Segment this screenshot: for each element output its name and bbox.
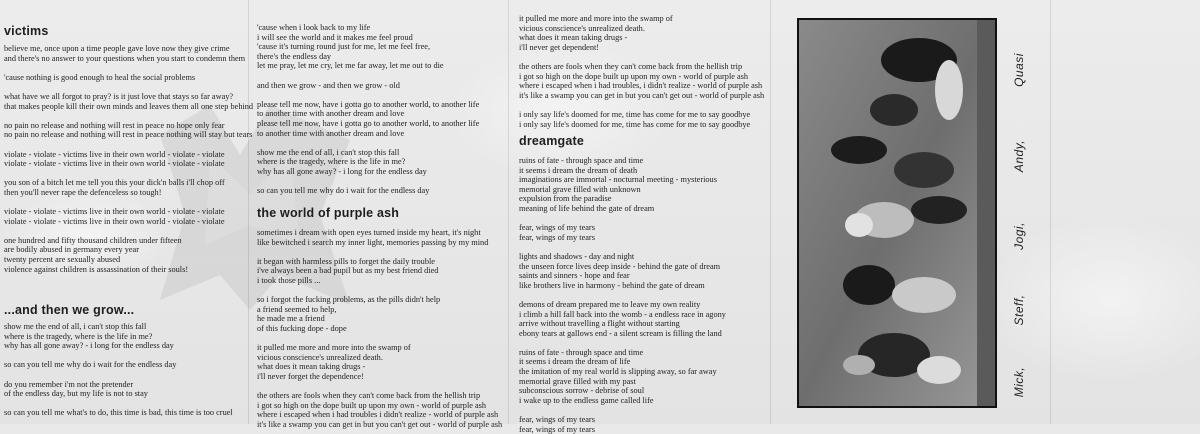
stanza-gap: [519, 214, 726, 224]
stanza-gap: [519, 52, 764, 62]
stanza-gap: [519, 100, 764, 110]
lyric-line: ebony tears at gallows end - a silent scream is filling the land: [519, 328, 722, 338]
stanza-gap: [519, 405, 726, 415]
lyric-line: it seems i dream the dream of life: [519, 357, 631, 367]
lyric-line: so i forgot the fucking problems, as the pills didn't help: [257, 295, 441, 305]
stanza-gap: [519, 338, 726, 348]
lyric-line: where i escaped when i had troubles, i didn't realize - world of purple ash: [519, 81, 763, 91]
victims-title: victims: [4, 24, 49, 38]
purple-continued-lyrics: [519, 14, 764, 129]
lyric-line: you son of a bitch let me tell you this your dick'n balls i'll chop off: [4, 178, 225, 188]
lyric-line: 'cause when i look back to my life: [257, 23, 371, 32]
lyric-line: i took those pills ...: [257, 275, 321, 285]
member-name: Andy,: [1012, 139, 1026, 173]
lyric-line: violate - violate - victims live in their own world - violate - violate: [4, 216, 225, 226]
lyric-line: i will see the world and it makes me feel proud: [257, 32, 413, 42]
lyric-line: i've always been a bad pupil but as my best friend died: [257, 266, 439, 276]
lyric-line: so can you tell me what's to do, this time is bad, this time is too cruel: [4, 408, 233, 418]
lyric-line: like bewitched i search my inner light, memories passing by my mind: [257, 237, 489, 247]
stanza-gap: [4, 370, 233, 380]
lyric-line: vicious conscience's unrealized death.: [519, 23, 645, 33]
lyric-line: please tell me now, have i gotta go to another world, to another life: [257, 99, 480, 109]
lyric-line: twenty percent are sexually abused: [4, 255, 121, 265]
lyric-line: no pain no release and nothing will rest in peace nothing will stay but tears: [4, 130, 253, 140]
dreamgate-lyrics: [519, 156, 726, 434]
lyric-line: the others are fools when they can't come back from the hellish trip: [519, 61, 743, 71]
lyric-line: it seems i dream the dream of death: [519, 165, 638, 175]
lyric-line: violate - violate - victims live in their own world - violate - violate: [4, 149, 225, 159]
stanza-gap: [519, 242, 726, 252]
band-photo: [797, 18, 997, 408]
lyric-line: where is the tragedy, where is the life in me?: [257, 157, 406, 167]
lyric-line: violate - violate - victims live in their own world - violate - violate: [4, 207, 225, 217]
lyric-line: why has all gone away? - i long for the endless day: [257, 166, 427, 176]
andthen-continued-lyrics: [257, 23, 479, 196]
lyric-line: fear, wings of my tears: [519, 223, 595, 233]
band-member-names: [1002, 18, 1036, 408]
lyric-line: sometimes i dream with open eyes turned inside my heart, it's night: [257, 228, 481, 237]
stanza-gap: [4, 82, 253, 92]
panel-victims: [4, 0, 254, 424]
lyric-line: the others are fools when they can't come back from the hellish trip: [257, 391, 481, 401]
band-photo-illustration: [799, 20, 995, 406]
lyric-line: the unseen force lives deep inside - behind the gate of dream: [519, 261, 721, 271]
stanza-gap: [257, 382, 502, 392]
purple-title: the world of purple ash: [257, 206, 400, 220]
member-name: Mick,: [1012, 366, 1026, 398]
panel-purple-dreamgate: [519, 0, 769, 434]
stanza-gap: [4, 226, 253, 236]
lyric-line: it pulled me more and more into the swamp of: [257, 343, 411, 353]
lyric-line: ruins of fate - through space and time: [519, 347, 644, 357]
lyric-line: please tell me now, have i gotta go to another world, to another life: [257, 118, 480, 128]
lyric-line: i'll never forget the dependence!: [257, 371, 364, 381]
lyric-line: subconscious sorrow - debrise of soul: [519, 386, 645, 396]
lyric-line: violate - violate - victims live in their own world - violate - violate: [4, 159, 225, 169]
stanza-gap: [4, 169, 253, 179]
dreamgate-title: dreamgate: [519, 134, 585, 148]
fold-line: [770, 0, 771, 424]
lyric-line: i got so high on the dope built up upon my own - world of purple ash: [257, 400, 487, 410]
lyric-line: vicious conscience's unrealized death.: [257, 352, 383, 362]
lyric-line: it's like a swamp you can get in but you can't get out - world of purple ash: [519, 90, 765, 100]
stanza-gap: [257, 286, 502, 296]
lyric-line: show me the end of all, i can't stop this fall: [4, 322, 147, 331]
victims-lyrics: [4, 44, 253, 274]
lyric-line: what does it mean taking drugs -: [257, 362, 366, 372]
lyric-line: fear, wings of my tears: [519, 415, 595, 425]
andthen-lyrics: [4, 322, 233, 418]
stanza-gap: [4, 351, 233, 361]
lyric-line: and there's no answer to your questions when you start to condemn them: [4, 53, 246, 63]
purple-lyrics: [257, 228, 502, 429]
lyric-line: let me pray, let me cry, let me far away, let me out to die: [257, 61, 444, 71]
stanza-gap: [257, 247, 502, 257]
lyric-line: that makes people kill their own minds and leaves them all one step behind: [4, 101, 254, 111]
lyric-line: 'cause nothing is good enough to heal the social problems: [4, 72, 196, 82]
fold-line: [508, 0, 509, 424]
lyric-line: i only say life's doomed for me, time has come for me to say goodbye: [519, 109, 751, 119]
lyric-line: expulsion from the paradise: [519, 194, 612, 204]
lyric-line: meaning of life behind the gate of dream: [519, 203, 655, 213]
lyric-line: what have we all forgot to pray? is it just love that stays so far away?: [4, 91, 234, 101]
lyric-line: demons of dream prepared me to leave my own reality: [519, 299, 701, 309]
lyric-line: memorial grave filled with unknown: [519, 184, 641, 194]
lyric-line: one hundred and fifty thousand children under fifteen: [4, 235, 182, 245]
lyric-line: i only say life's doomed for me, time has come for me to say goodbye: [519, 119, 751, 129]
lyric-line: it pulled me more and more into the swamp of: [519, 14, 673, 23]
stanza-gap: [4, 111, 253, 121]
stanza-gap: [257, 90, 479, 100]
lyric-line: 'cause it's turning round just for me, let me feel free,: [257, 42, 431, 52]
member-name: Quasi: [1012, 53, 1026, 87]
lyric-line: no pain no release and nothing will rest in peace no hope only fear: [4, 120, 225, 130]
stanza-gap: [519, 290, 726, 300]
member-name: Jogi,: [1012, 222, 1026, 250]
lyric-line: imaginations are immortal - nocturnal meeting - mysterious: [519, 175, 717, 185]
lyric-line: to another time with another dream and love: [257, 128, 405, 138]
lyric-line: where is the tragedy, where is the life in me?: [4, 331, 153, 341]
lyric-line: and then we grow - and then we grow - old: [257, 80, 400, 90]
lyric-line: there's the endless day: [257, 51, 332, 61]
lyric-line: why has all gone away? - i long for the endless day: [4, 341, 174, 351]
andthen-title: ...and then we grow...: [4, 303, 135, 317]
lyric-line: believe me, once upon a time people gave love now they give crime: [4, 44, 230, 53]
lyric-line: i climb a hill fall back into the womb - a endless race in agony: [519, 309, 726, 319]
lyric-line: he made me a friend: [257, 314, 325, 324]
lyric-line: to another time with another dream and love: [257, 109, 405, 119]
lyric-line: show me the end of all, i can't stop this fall: [257, 147, 400, 157]
member-name: Steff,: [1012, 294, 1026, 326]
lyric-line: fear, wings of my tears: [519, 232, 595, 242]
stanza-gap: [257, 334, 502, 344]
lyric-line: lights and shadows - day and night: [519, 251, 635, 261]
lyric-line: where i escaped when i had troubles i didn't realize - world of purple ash: [257, 410, 499, 420]
lyric-line: ruins of fate - through space and time: [519, 156, 644, 165]
lyric-line: i got so high on the dope built up upon my own - world of purple ash: [519, 71, 749, 81]
panel-andthen-purple: [257, 0, 507, 429]
lyric-line: of this fucking dope - dope: [257, 323, 347, 333]
lyric-line: arrive without travelling a flight without starting: [519, 319, 680, 329]
stanza-gap: [257, 71, 479, 81]
lyric-line: so can you tell me why do i wait for the endless day: [257, 186, 430, 196]
lyric-line: so can you tell me why do i wait for the endless day: [4, 360, 177, 370]
lyric-line: it began with harmless pills to forget the daily trouble: [257, 256, 435, 266]
stanza-gap: [4, 140, 253, 150]
lyric-line: saints and sinners - hope and fear: [519, 271, 630, 281]
lyric-line: a friend seemed to help,: [257, 304, 337, 314]
lyric-line: violence against children is assassination of their souls!: [4, 264, 189, 274]
lyric-line: do you remember i'm not the pretender: [4, 379, 134, 389]
lyric-line: are bodily abused in germany every year: [4, 245, 139, 255]
lyric-line: fear, wings of my tears: [519, 424, 595, 434]
lyric-line: like brothers live in harmony - behind the gate of dream: [519, 280, 705, 290]
stanza-gap: [257, 138, 479, 148]
lyric-line: i wake up to the endless game called life: [519, 395, 654, 405]
lyric-line: of the endless day, but my life is not to stay: [4, 389, 148, 399]
lyric-line: it's like a swamp you can get in but you can't get out - world of purple ash: [257, 419, 503, 429]
lyric-line: i'll never get dependent!: [519, 42, 600, 52]
stanza-gap: [257, 177, 479, 187]
lyric-line: then you'll never rape the defenceless so tough!: [4, 187, 162, 197]
lyric-line: what does it mean taking drugs -: [519, 33, 628, 43]
lyric-line: memorial grave filled with my past: [519, 376, 636, 386]
stanza-gap: [4, 63, 253, 73]
stanza-gap: [4, 399, 233, 409]
stanza-gap: [4, 198, 253, 208]
fold-line: [1050, 0, 1051, 424]
lyric-line: the imitation of my real world is slipping away, so far away: [519, 367, 717, 377]
